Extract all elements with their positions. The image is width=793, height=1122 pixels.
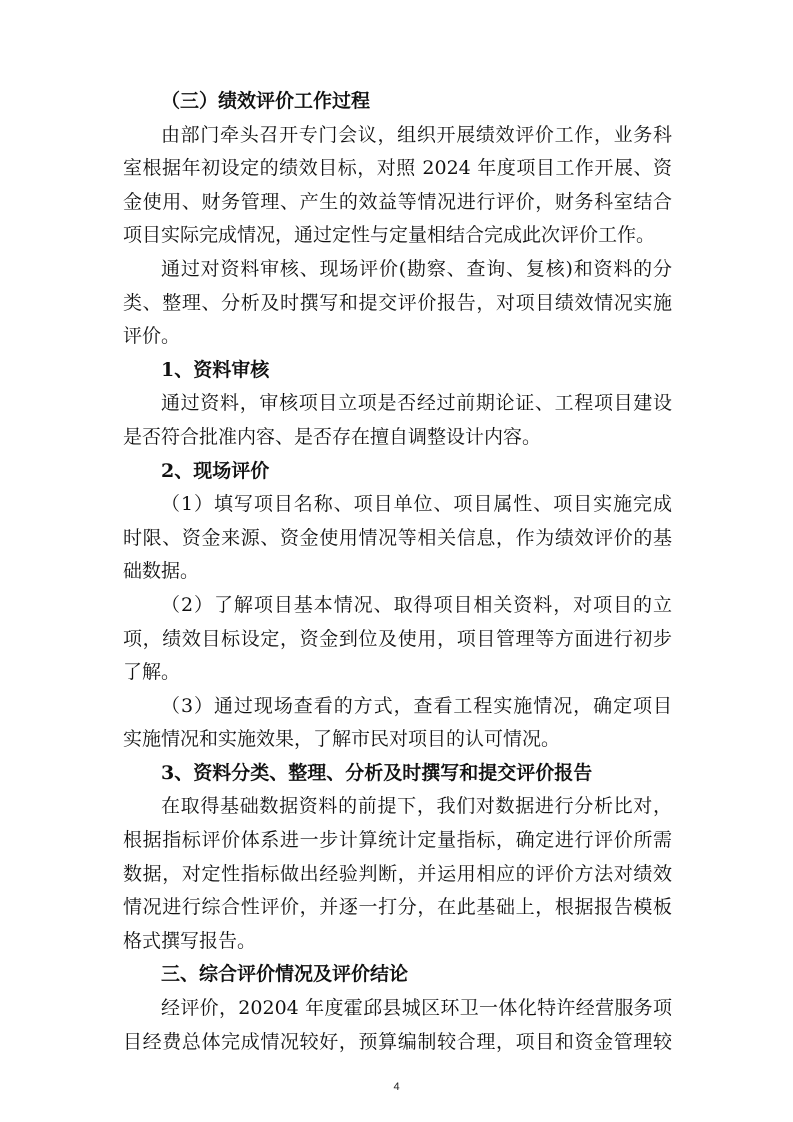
paragraph-line: 评价。 xyxy=(123,325,181,348)
paragraph-line: 实施情况和实施效果，了解市民对项目的认可情况。 xyxy=(123,728,561,751)
paragraph-line: 通过对资料审核、现场评价(勘察、查询、复核)和资料的分 xyxy=(161,257,672,280)
paragraph-line: （1）填写项目名称、项目单位、项目属性、项目实施完成 xyxy=(161,493,672,516)
paragraph-line: 情况进行综合性评价，并逐一打分，在此基础上，根据报告模板 xyxy=(123,896,672,919)
paragraph-line: 目经费总体完成情况较好，预算编制较合理，项目和资金管理较 xyxy=(123,1030,672,1053)
paragraph-line: 时限、资金来源、资金使用情况等相关信息，作为绩效评价的基 xyxy=(123,526,672,549)
paragraph-line: 格式撰写报告。 xyxy=(123,929,257,952)
paragraph-line: 类、整理、分析及时撰写和提交评价报告，对项目绩效情况实施 xyxy=(123,291,672,314)
paragraph-site-item-1 xyxy=(123,488,672,589)
paragraph-methods xyxy=(123,253,672,354)
paragraph-line: 由部门牵头召开专门会议，组织开展绩效评价工作，业务科 xyxy=(161,123,672,146)
paragraph-line: （3）通过现场查看的方式，查看工程实施情况，确定项目 xyxy=(161,694,672,717)
section-heading-classification-report: 3、资料分类、整理、分析及时撰写和提交评价报告 xyxy=(161,761,593,784)
paragraph-line: 通过资料，审核项目立项是否经过前期论证、工程项目建设 xyxy=(161,392,672,415)
paragraph-line: 数据，对定性指标做出经验判断，并运用相应的评价方法对绩效 xyxy=(123,862,672,885)
paragraph-line: 在取得基础数据资料的前提下，我们对数据进行分析比对， xyxy=(161,795,672,818)
paragraph-site-item-3 xyxy=(123,690,672,757)
section-heading-conclusion: 三、综合评价情况及评价结论 xyxy=(161,963,409,986)
section-heading-evaluation-process: （三）绩效评价工作过程 xyxy=(161,90,371,112)
paragraph-line: 室根据年初设定的绩效目标，对照 2024 年度项目工作开展、资 xyxy=(123,157,672,180)
paragraph-line: 项，绩效目标设定，资金到位及使用，项目管理等方面进行初步 xyxy=(123,627,672,650)
paragraph-line: 金使用、财务管理、产生的效益等情况进行评价，财务科室结合 xyxy=(123,190,672,213)
paragraph-line: 是否符合批准内容、是否存在擅自调整设计内容。 xyxy=(123,425,542,448)
paragraph-analysis xyxy=(123,790,672,958)
page-number: 4 xyxy=(393,1081,400,1093)
paragraph-conclusion xyxy=(123,992,672,1059)
paragraph-line: 项目实际完成情况，通过定性与定量相结合完成此次评价工作。 xyxy=(123,224,656,247)
section-heading-document-review: 1、资料审核 xyxy=(161,358,270,381)
paragraph-line: 经评价，20204 年度霍邱县城区环卫一体化特许经营服务项 xyxy=(161,997,672,1020)
document-body xyxy=(123,85,672,1059)
section-heading-site-evaluation: 2、现场评价 xyxy=(161,459,270,482)
paragraph-site-item-2 xyxy=(123,589,672,690)
paragraph-meeting xyxy=(123,119,672,253)
paragraph-line: （2）了解项目基本情况、取得项目相关资料，对项目的立 xyxy=(161,593,672,616)
paragraph-document-review xyxy=(123,387,672,454)
paragraph-line: 根据指标评价体系进一步计算统计定量指标，确定进行评价所需 xyxy=(123,829,672,852)
paragraph-line: 了解。 xyxy=(123,661,181,684)
paragraph-line: 础数据。 xyxy=(123,560,200,583)
